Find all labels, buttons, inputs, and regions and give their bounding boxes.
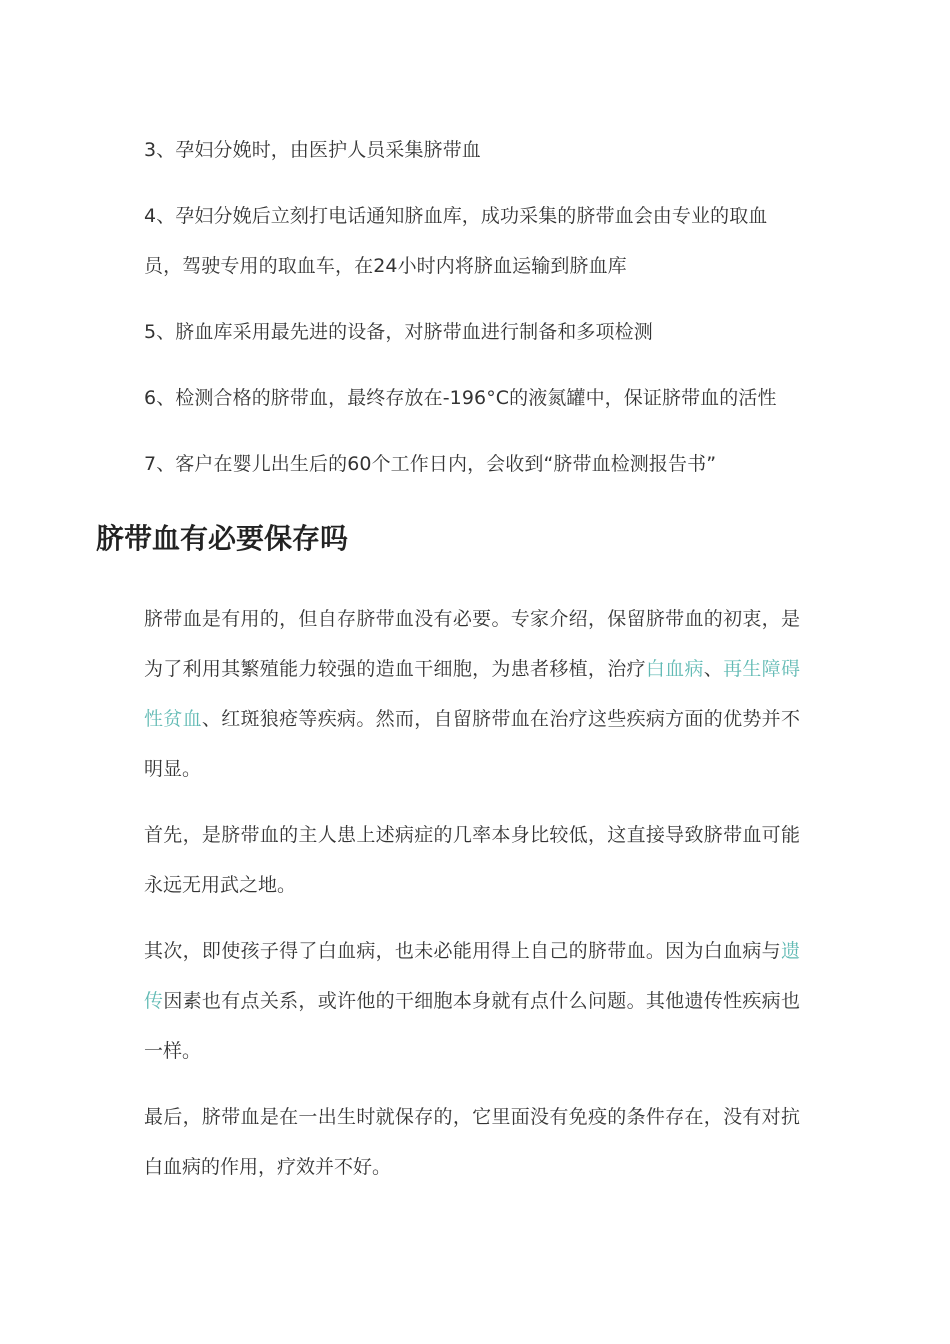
paragraph-second-text-end: 因素也有点关系，或许他的干细胞本身就有点什么问题。其他遗传性疾病也一样。 (144, 990, 800, 1062)
link-aplastic-anemia[interactable]: 再生障碍性贫血 (144, 658, 800, 730)
step-item-3: 3、孕妇分娩时，由医护人员采集脐带血 (144, 139, 481, 161)
paragraph-first-reason: 首先，是脐带血的主人患上述病症的几率本身比较低，这直接导致脐带血可能永远无用武之地。 (144, 824, 800, 896)
link-genetics[interactable]: 遗传 (144, 940, 800, 1012)
section-body (144, 594, 800, 1208)
step-item-4: 4、孕妇分娩后立刻打电话通知脐血库，成功采集的脐带血会由专业的取血员，驾驶专用的取血车，在24小时内将脐血运输到脐血库 (144, 205, 768, 277)
section-heading: 脐带血有必要保存吗 (96, 522, 349, 555)
paragraph-second-text-start: 其次，即使孩子得了白血病，也未必能用得上自己的脐带血。因为白血病与 (144, 940, 781, 962)
process-steps-list (144, 125, 804, 505)
step-item-6: 6、检测合格的脐带血，最终存放在-196°C的液氮罐中，保证脐带血的活性 (144, 387, 777, 409)
paragraph-intro (144, 594, 800, 794)
paragraph-second-reason (144, 926, 800, 1076)
paragraph-third-reason: 最后，脐带血是在一出生时就保存的，它里面没有免疫的条件存在，没有对抗白血病的作用，疗效并不好。 (144, 1106, 800, 1178)
paragraph-intro-text-start: 脐带血是有用的，但自存脐带血没有必要。专家介绍，保留脐带血的初衷，是为了利用其繁殖能力较强的造血干细胞，为患者移植，治疗 (144, 608, 800, 680)
link-leukemia[interactable]: 白血病 (645, 658, 704, 680)
paragraph-intro-separator: 、 (703, 658, 724, 680)
paragraph-intro-text-end: 、红斑狼疮等疾病。然而，自留脐带血在治疗这些疾病方面的优势并不明显。 (144, 708, 800, 780)
step-item-5: 5、脐血库采用最先进的设备，对脐带血进行制备和多项检测 (144, 321, 653, 343)
step-item-7: 7、客户在婴儿出生后的60个工作日内，会收到“脐带血检测报告书” (144, 453, 717, 475)
